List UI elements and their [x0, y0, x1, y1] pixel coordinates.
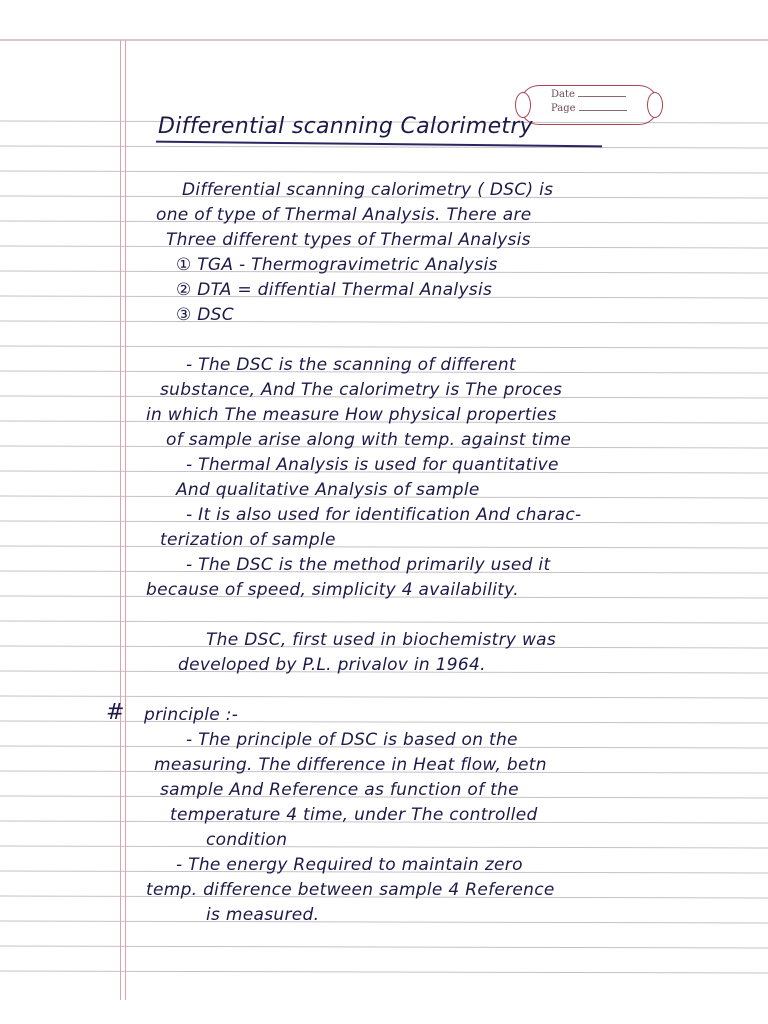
intro-line: Three different types of Thermal Analysis: [166, 230, 531, 250]
margin-line-inner: [125, 40, 126, 1000]
ruled-line: [0, 621, 768, 623]
body-line: - Thermal Analysis is used for quantitative: [186, 455, 559, 475]
principle-line: temperature 4 time, under The controlled: [170, 805, 538, 825]
body-line: - It is also used for identification And charac-: [186, 505, 582, 525]
history-line: The DSC, first used in biochemistry was: [206, 630, 557, 650]
body-line: of sample arise along with temp. against time: [166, 430, 572, 450]
ruled-line: [0, 846, 768, 848]
margin-line: [120, 40, 121, 1000]
page-label: Page: [551, 103, 576, 114]
principle-line: - The energy Required to maintain zero: [176, 855, 523, 875]
ruled-line: [0, 171, 768, 173]
body-line: substance, And The calorimetry is The proces: [160, 380, 563, 400]
principle-line: measuring. The difference in Heat flow, betn: [154, 755, 547, 775]
body-line: because of speed, simplicity 4 availability.: [146, 580, 519, 600]
ruled-line: [0, 321, 768, 323]
principle-line: - The principle of DSC is based on the: [186, 730, 518, 750]
principle-line: temp. difference between sample 4 Reference: [146, 880, 555, 900]
ruled-line: [0, 696, 768, 698]
intro-line: one of type of Thermal Analysis. There are: [156, 205, 532, 225]
page-field: [551, 103, 627, 114]
principle-line: sample And Reference as function of the: [160, 780, 519, 800]
principle-line: condition: [206, 830, 288, 850]
stamp-curl-right: [647, 92, 663, 118]
body-line: in which The measure How physical properties: [146, 405, 557, 425]
ruled-line: [0, 146, 768, 148]
principle-hash: #: [106, 700, 125, 725]
ruled-line: [0, 971, 768, 973]
body-line: - The DSC is the method primarily used it: [186, 555, 551, 575]
date-field: [551, 89, 626, 100]
body-line: And qualitative Analysis of sample: [176, 480, 480, 500]
ruled-line: [0, 546, 768, 548]
history-line: developed by P.L. privalov in 1964.: [178, 655, 486, 675]
principle-line: is measured.: [206, 905, 320, 925]
page-title: Differential scanning Calorimetry: [158, 114, 533, 139]
date-page-stamp: [520, 85, 658, 125]
list-item-tga: ① TGA - Thermogravimetric Analysis: [176, 255, 498, 275]
list-item-dta: ② DTA = diffential Thermal Analysis: [176, 280, 493, 300]
principle-heading: principle :-: [144, 705, 239, 725]
body-line: - The DSC is the scanning of different: [186, 355, 516, 375]
ruled-line: [0, 921, 768, 923]
ruled-line: [0, 346, 768, 348]
ruled-line: [0, 946, 768, 948]
intro-line: Differential scanning calorimetry ( DSC) is: [182, 180, 554, 200]
body-line: terization of sample: [160, 530, 336, 550]
list-item-dsc: ③ DSC: [176, 305, 234, 325]
date-label: Date: [551, 89, 575, 100]
